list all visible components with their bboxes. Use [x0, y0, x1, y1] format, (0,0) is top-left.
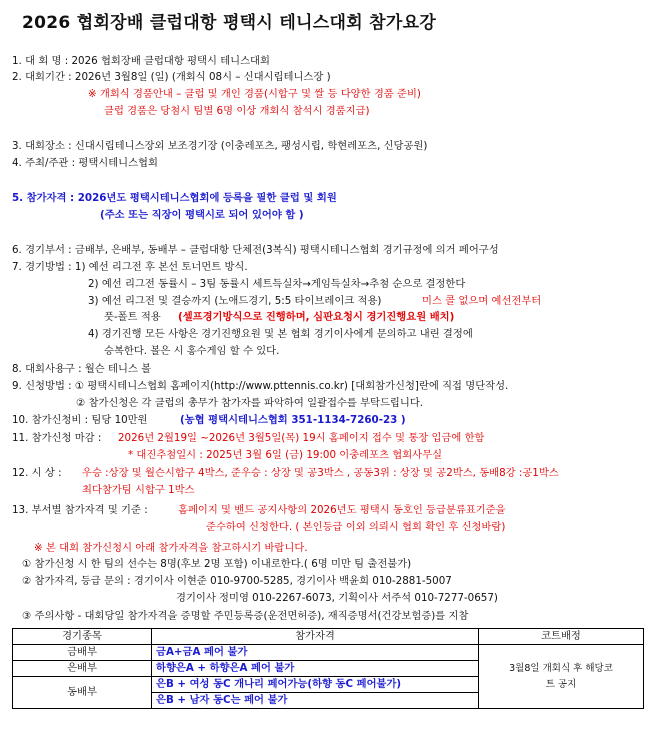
guideline-line: * 대진추첨일시 : 2025년 3월 6일 (금) 19:00 이충레포츠 협회사무실 [128, 449, 443, 461]
guideline-line: 홈페이지 및 밴드 공지사항의 2026년도 평택시 동호인 등급분류표기준을 [178, 504, 506, 516]
table-row [13, 645, 644, 661]
guideline-line: 준수하여 신청한다. ( 본인등급 이외 의뢰시 협회 확인 후 신청바람) [206, 521, 506, 533]
guideline-line: 7. 경기방법 : 1) 예선 리그전 후 본선 토너먼트 방식. [12, 261, 248, 273]
guideline-line: 미스 콜 없으며 예선전부터 [422, 295, 542, 307]
guideline-line: ③ 주의사항 - 대회당일 참가자격을 증명할 주민등록증(운전면허증), 재직증명서(건강보험증)를 지참 [22, 610, 469, 622]
guideline-line: (셀프경기방식으로 진행하며, 심판요청시 경기진행요원 배치) [178, 311, 455, 323]
guideline-line: 4. 주최/주관 : 평택시테니스협회 [12, 157, 158, 169]
division-bronze: 동배부 [13, 677, 152, 709]
division-table [12, 628, 644, 709]
guideline-line: ② 참가신청은 각 클럽의 총무가 참가자를 파악하여 일괄접수를 부탁드립니다. [76, 397, 424, 409]
guideline-line: 2) 예선 리그전 동률시 – 3팀 동률시 세트득실차→게임득실차→추첨 순으로 결정한다 [88, 278, 466, 290]
guideline-line: 최다참가팀 시합구 1박스 [82, 484, 195, 496]
guideline-line: ※ 개회식 경품안내 – 클럽 및 개인 경품(시합구 및 쌀 등 다양한 경품 준비) [88, 88, 421, 100]
guideline-line: (농협 평택시테니스협회 351-1134-7260-23 ) [180, 414, 406, 426]
division-silver: 은배부 [13, 661, 152, 677]
guideline-line: 10. 참가신청비 : 팀당 10만원 [12, 414, 148, 426]
guideline-line: ① 참가신청 시 한 팀의 선수는 8명(후보 2명 포함) 이내로한다.( 6명 미만 팀 출전불가) [22, 558, 412, 570]
table-header-court: 코트배정 [479, 629, 644, 645]
qualification-bronze-1: 은B + 여성 동C 개나리 페어가능(하향 동C 페어불가) [152, 677, 479, 693]
qualification-bronze-2: 은B + 남자 동C는 페어 불가 [152, 693, 479, 709]
guideline-line: 승복한다. 볼은 시 홍수게임 할 수 있다. [104, 345, 280, 357]
guideline-line: 우승 :상장 및 월슨시합구 4박스, 준우승 : 상장 및 공3박스 , 공동3위 : 상장 및 공2박스, 동배8강 :공1박스 [82, 467, 559, 479]
qualification-silver: 하향은A + 하향은A 페어 불가 [152, 661, 479, 677]
guideline-line: 2026년 2월19일 ~2026년 3월5일(목) 19시 홈페이지 접수 및 통장 입금에 한함 [118, 432, 485, 444]
guideline-line: ※ 본 대회 참가신청시 아래 참가자격을 참고하시기 바랍니다. [34, 542, 308, 554]
guideline-line: 풋-폴트 적용 [104, 311, 161, 323]
table-header-row [13, 629, 644, 645]
guideline-line: 6. 경기부서 : 금배부, 은배부, 동배부 – 클럽대항 단체전(3복식) 평택시테니스협회 경기규정에 의거 페어구성 [12, 244, 499, 256]
qualification-gold: 금A+금A 페어 불가 [152, 645, 479, 661]
guideline-line: (주소 또는 직장이 평택시로 되어 있어야 함 ) [100, 209, 304, 221]
guideline-line: 13. 부서별 참가자격 및 기준 : [12, 504, 148, 516]
guideline-line: 2. 대회기간 : 2026년 3월8일 (일) (개회식 08시 – 신대시립테니스장 ) [12, 71, 331, 83]
guideline-line: 9. 신청방법 : ① 평택시테니스협회 홈페이지(http://www.pttennis.co.kr) [대회참가신청]란에 직접 명단작성. [12, 380, 509, 392]
guideline-line: 3. 대회장소 : 신대시립테니스장외 보조경기장 (이충레포츠, 팽성시립, 학현레포츠, 신당공원) [12, 140, 428, 152]
guideline-line: 12. 시 상 : [12, 467, 62, 479]
table-header-qualification: 참가자격 [152, 629, 479, 645]
guideline-line: 8. 대회사용구 : 월슨 테니스 볼 [12, 363, 152, 375]
page-title: 2026 협회장배 클럽대항 평택시 테니스대회 참가요강 [22, 13, 437, 33]
guideline-line: 4) 경기진행 모든 사항은 경기진행요원 및 본 협회 경기이사에게 문의하고 내린 결정에 [88, 328, 473, 340]
guideline-line: 3) 예선 리그전 및 결승까지 (노애드경기, 5:5 타이브레이크 적용) [88, 295, 382, 307]
court-assignment: 3월8일 개회식 후 해당코트 공지 [479, 645, 644, 709]
division-gold: 금배부 [13, 645, 152, 661]
guideline-line: ② 참가자격, 등급 문의 : 경기이사 이현준 010-9700-5285, 경기이사 백윤희 010-2881-5007 [22, 575, 452, 587]
table-header-division: 경기종목 [13, 629, 152, 645]
guideline-line: 1. 대 회 명 : 2026 협회장배 클럽대항 평택시 테니스대회 [12, 55, 270, 67]
guideline-line: 클럽 경품은 당첨시 팀별 6명 이상 개회식 참석시 경품지급) [104, 105, 370, 117]
guideline-line: 경기이사 정미영 010-2267-6073, 기획이사 서주석 010-7277-0657) [176, 592, 498, 604]
guideline-line: 5. 참가자격 : 2026년도 평택시테니스협회에 등록을 필한 클럽 및 회원 [12, 192, 337, 204]
guideline-line: 11. 참가신청 마감 : [12, 432, 102, 444]
